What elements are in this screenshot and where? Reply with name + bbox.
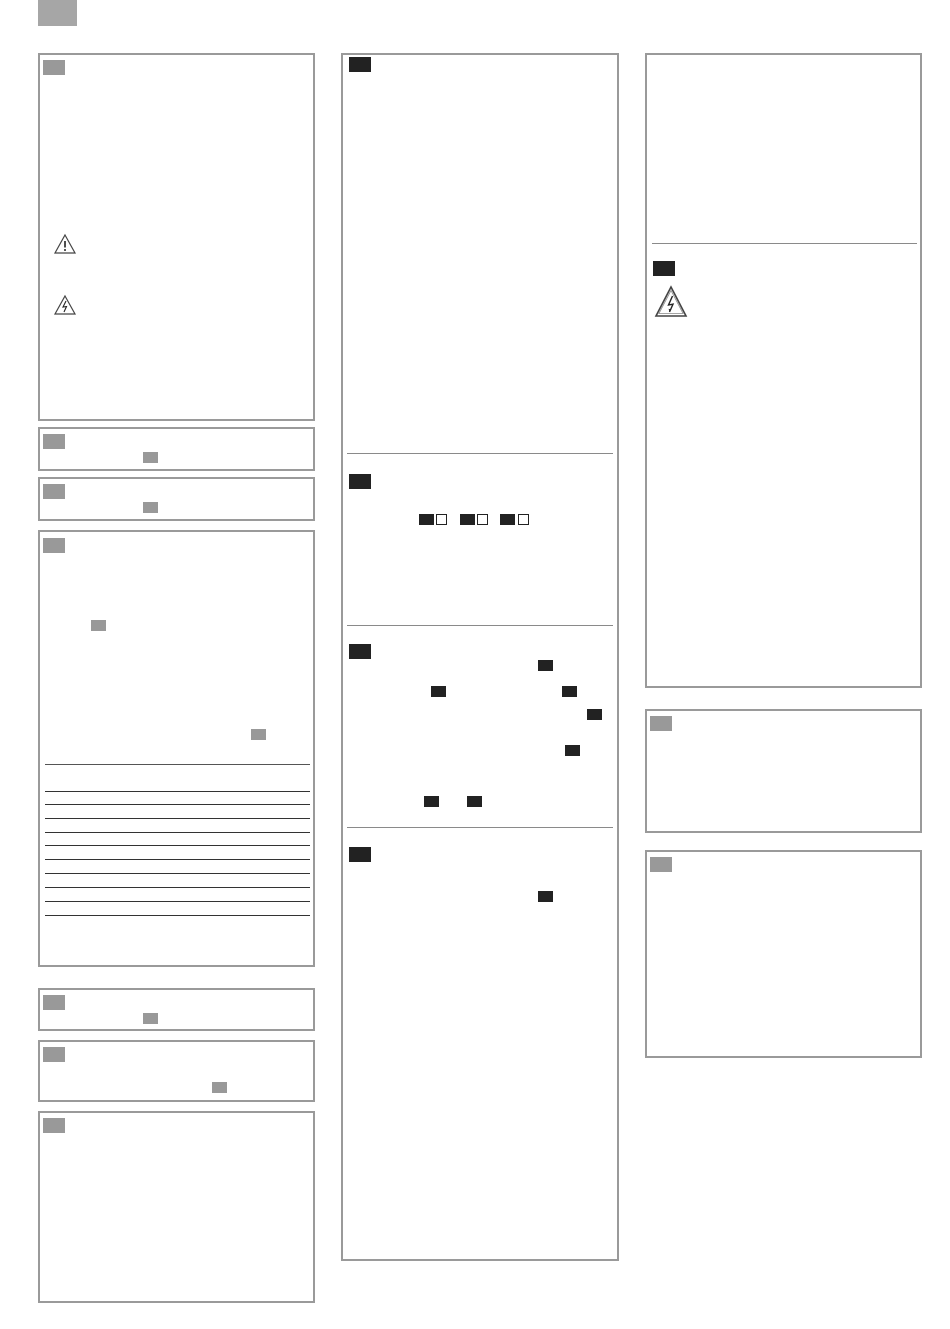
reference-marker-dark (565, 745, 580, 756)
reference-marker-dark (424, 796, 439, 807)
reference-marker-dark (467, 796, 482, 807)
section-divider (347, 625, 613, 626)
page-marker (38, 0, 77, 26)
section-tag (43, 1047, 65, 1062)
section-tag-dark (349, 644, 371, 659)
section-tag (43, 60, 65, 75)
section-box-middle (341, 53, 619, 1261)
reference-marker-dark (562, 686, 577, 697)
option-checkbox[interactable] (436, 514, 447, 525)
table-row-rule (45, 887, 310, 888)
section-tag-dark (349, 847, 371, 862)
table-row-rule (45, 804, 310, 805)
section-box-6 (38, 1040, 315, 1102)
table-row-rule (45, 832, 310, 833)
table-top-rule (45, 764, 310, 765)
section-tag (43, 484, 65, 499)
section-box-1 (38, 53, 315, 421)
option-checkbox[interactable] (477, 514, 488, 525)
reference-marker-dark (538, 660, 553, 671)
section-tag (43, 538, 65, 553)
reference-marker (143, 1013, 158, 1024)
table-row-rule (45, 873, 310, 874)
section-tag-dark (349, 57, 371, 72)
section-divider (347, 453, 613, 454)
section-divider (347, 827, 613, 828)
section-box-7 (38, 1111, 315, 1303)
section-tag (43, 434, 65, 449)
reference-marker (251, 729, 266, 740)
table-row-rule (45, 845, 310, 846)
section-box-right-2 (645, 709, 922, 833)
section-tag-dark (349, 474, 371, 489)
reference-marker-dark (587, 709, 602, 720)
section-box-5 (38, 988, 315, 1031)
section-box-2 (38, 427, 315, 471)
reference-marker (91, 620, 106, 631)
section-box-3 (38, 477, 315, 521)
reference-marker (143, 502, 158, 513)
reference-marker-dark (538, 891, 553, 902)
section-tag (650, 857, 672, 872)
reference-marker (212, 1082, 227, 1093)
reference-marker (143, 452, 158, 463)
lightning-triangle-icon (53, 294, 77, 316)
option-marker (460, 514, 475, 525)
section-box-right-3 (645, 850, 922, 1058)
table-row-rule (45, 818, 310, 819)
section-divider (652, 243, 917, 244)
reference-marker-dark (431, 686, 446, 697)
section-tag (43, 1118, 65, 1133)
section-tag (43, 995, 65, 1010)
table-row-rule (45, 901, 310, 902)
section-tag-dark (653, 261, 675, 276)
table-row-rule (45, 791, 310, 792)
warning-triangle-icon (53, 233, 77, 255)
option-marker (419, 514, 434, 525)
table-row-rule (45, 859, 310, 860)
section-box-4 (38, 530, 315, 967)
option-marker (500, 514, 515, 525)
option-checkbox[interactable] (518, 514, 529, 525)
section-tag (650, 716, 672, 731)
table-row-rule (45, 915, 310, 916)
section-box-right-1 (645, 53, 922, 688)
lightning-triangle-icon (653, 284, 689, 320)
